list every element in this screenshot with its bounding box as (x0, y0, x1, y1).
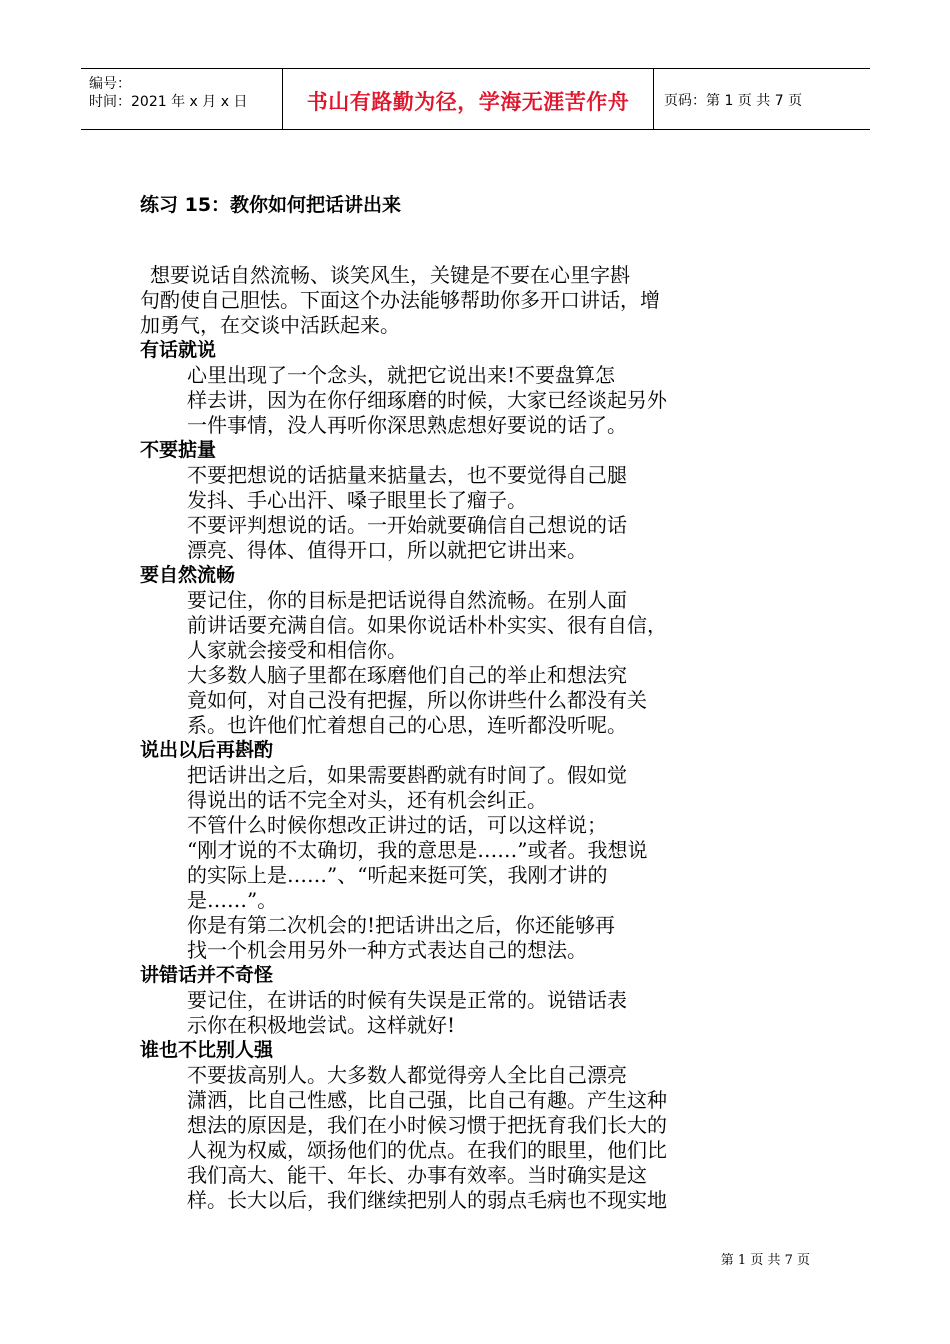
section-line: 发抖、手心出汗、嗓子眼里长了瘤子。 (187, 488, 527, 512)
page-header (81, 68, 870, 130)
section-line: 我们高大、能干、年长、办事有效率。当时确实是这 (187, 1163, 647, 1187)
section-line: 潇洒，比自己性感，比自己强，比自己有趣。产生这种 (187, 1088, 667, 1112)
document-title: 练习 15：教你如何把话讲出来 (140, 194, 402, 216)
section-line: 一件事情，没人再听你深思熟虑想好要说的话了。 (187, 413, 627, 437)
section-line: 不要评判想说的话。一开始就要确信自己想说的话 (187, 513, 627, 537)
header-motto-cell (283, 69, 654, 129)
page-footer: 第 1 页 共 7 页 (720, 1253, 810, 1268)
section-line: 竟如何，对自己没有把握，所以你讲些什么都没有关 (187, 688, 647, 712)
section-line: 人家就会接受和相信你。 (187, 638, 407, 662)
header-meta-cell (81, 69, 283, 129)
document-number-label: 编号： (89, 76, 131, 92)
section-heading: 有话就说 (140, 339, 217, 361)
document-body (140, 263, 740, 1213)
section-heading: 讲错话并不奇怪 (140, 964, 274, 986)
section-line: 不管什么时候你想改正讲过的话，可以这样说； (187, 813, 607, 837)
intro-line: 想要说话自然流畅、谈笑风生，关键是不要在心里字斟 (150, 263, 630, 287)
section-line: 想法的原因是，我们在小时候习惯于把抚育我们长大的 (187, 1113, 667, 1137)
section-line: 心里出现了一个念头，就把它说出来!不要盘算怎 (187, 363, 616, 387)
intro-line: 加勇气，在交谈中活跃起来。 (140, 313, 400, 337)
section-line: 不要拔高别人。大多数人都觉得旁人全比自己漂亮 (187, 1063, 627, 1087)
section-heading: 谁也不比别人强 (140, 1039, 274, 1061)
header-page-code: 页码：第 1 页 共 7 页 (664, 93, 803, 109)
section-line: 系。也许他们忙着想自己的心思，连听都没听呢。 (187, 713, 627, 737)
section-line: 要记住，在讲话的时候有失误是正常的。说错话表 (187, 988, 627, 1012)
intro-line: 句酌使自己胆怯。下面这个办法能够帮助你多开口讲话，增 (140, 288, 660, 312)
section-line: 的实际上是……”、“听起来挺可笑，我刚才讲的 (187, 863, 608, 887)
section-line: 找一个机会用另外一种方式表达自己的想法。 (187, 938, 587, 962)
section-line: 把话讲出之后，如果需要斟酌就有时间了。假如觉 (187, 763, 627, 787)
section-line: 你是有第二次机会的!把话讲出之后，你还能够再 (187, 913, 616, 937)
section-line: 样去讲，因为在你仔细琢磨的时候，大家已经谈起另外 (187, 388, 667, 412)
section-line: 是……”。 (187, 888, 278, 912)
section-line: “刚才说的不太确切，我的意思是……”或者。我想说 (187, 838, 648, 862)
section-line: 大多数人脑子里都在琢磨他们自己的举止和想法究 (187, 663, 627, 687)
section-line: 要记住，你的目标是把话说得自然流畅。在别人面 (187, 588, 627, 612)
section-line: 得说出的话不完全对头，还有机会纠正。 (187, 788, 547, 812)
header-page-cell (654, 69, 870, 129)
section-line: 示你在积极地尝试。这样就好! (187, 1013, 456, 1037)
section-heading: 要自然流畅 (140, 564, 236, 586)
header-motto: 书山有路勤为径，学海无涯苦作舟 (306, 90, 630, 114)
section-line: 人视为权威，颂扬他们的优点。在我们的眼里，他们比 (187, 1138, 667, 1162)
section-line: 前讲话要充满自信。如果你说话朴朴实实、很有自信， (187, 613, 667, 637)
section-heading: 说出以后再斟酌 (140, 739, 274, 761)
section-line: 漂亮、得体、值得开口，所以就把它讲出来。 (187, 538, 587, 562)
section-line: 样。长大以后，我们继续把别人的弱点毛病也不现实地 (187, 1188, 667, 1212)
section-line: 不要把想说的话掂量来掂量去，也不要觉得自己腿 (187, 463, 627, 487)
section-heading: 不要掂量 (140, 439, 217, 461)
document-time-label: 时间：2021 年 x 月 x 日 (89, 94, 248, 110)
